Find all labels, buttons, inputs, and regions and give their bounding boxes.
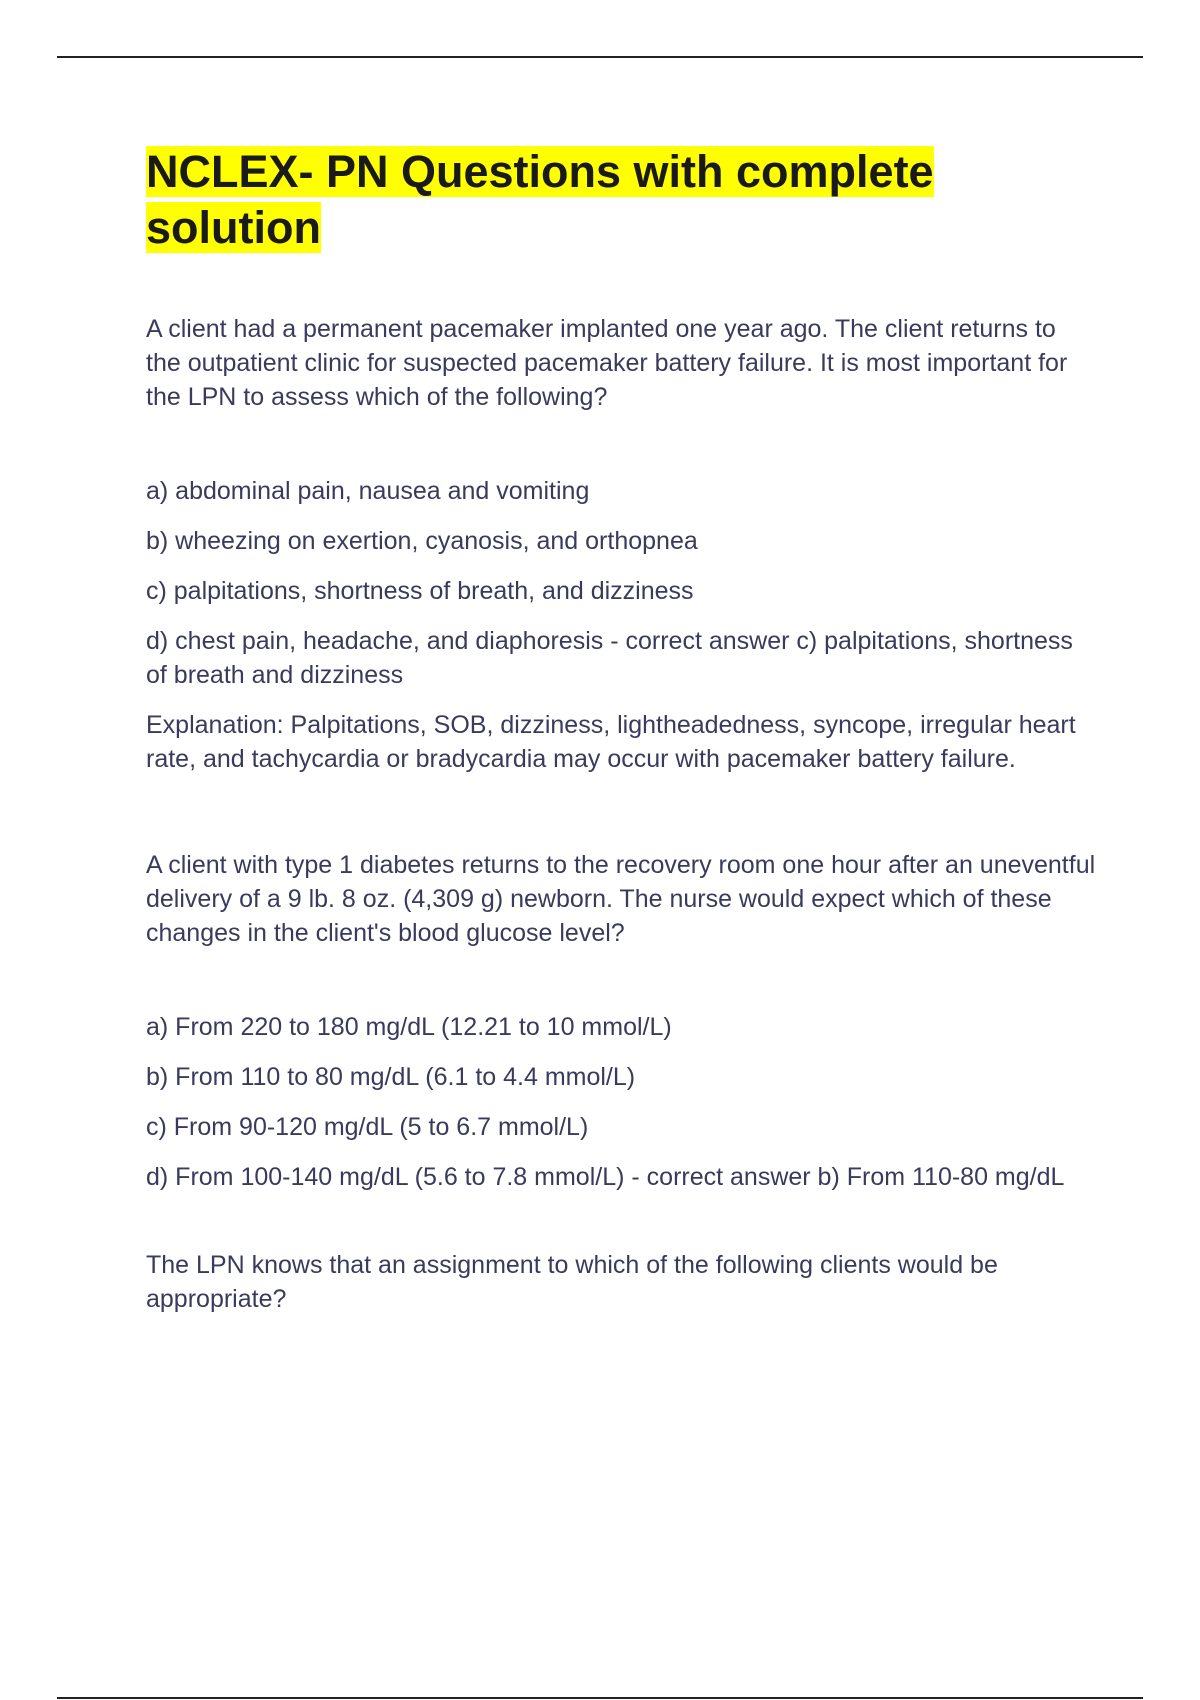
question-1 [146, 312, 1096, 776]
answer-option: d) chest pain, headache, and diaphoresis - correct answer c) palpitations, shortness of breath and dizziness [146, 627, 1073, 689]
answer-options [146, 474, 1096, 692]
question-stem: A client had a permanent pacemaker implanted one year ago. The client returns to the outpatient clinic for suspected pacemaker battery failure. It is most important for the LPN to assess which of the following? [146, 315, 1068, 411]
explanation: Explanation: Palpitations, SOB, dizziness, lightheadedness, syncope, irregular heart rate, and tachycardia or bradycardia may occur with pacemaker battery failure. [146, 711, 1076, 773]
question-stem: The LPN knows that an assignment to which of the following clients would be appropriate? [146, 1251, 998, 1313]
question-3 [146, 1248, 1096, 1316]
document-title [146, 144, 1096, 256]
answer-options [146, 1010, 1096, 1194]
answer-option: c) palpitations, shortness of breath, and dizziness [146, 577, 694, 605]
question-stem: A client with type 1 diabetes returns to the recovery room one hour after an uneventful delivery of a 9 lb. 8 oz. (4,309 g) newborn. The nurse would expect which of these changes in the client's blood glucose level? [146, 851, 1096, 947]
document-body [146, 144, 1096, 1316]
footer-rule [57, 1697, 1143, 1699]
answer-option: d) From 100-140 mg/dL (5.6 to 7.8 mmol/L) - correct answer b) From 110-80 mg/dL [146, 1163, 1065, 1191]
answer-option: c) From 90-120 mg/dL (5 to 6.7 mmol/L) [146, 1113, 589, 1141]
answer-option: a) From 220 to 180 mg/dL (12.21 to 10 mmol/L) [146, 1013, 672, 1041]
title-highlight: NCLEX- PN Questions with complete solution [146, 146, 934, 253]
answer-option: b) wheezing on exertion, cyanosis, and orthopnea [146, 527, 698, 555]
question-2 [146, 848, 1096, 1194]
answer-option: b) From 110 to 80 mg/dL (6.1 to 4.4 mmol/L) [146, 1063, 636, 1091]
answer-option: a) abdominal pain, nausea and vomiting [146, 477, 590, 505]
header-rule [57, 56, 1143, 58]
